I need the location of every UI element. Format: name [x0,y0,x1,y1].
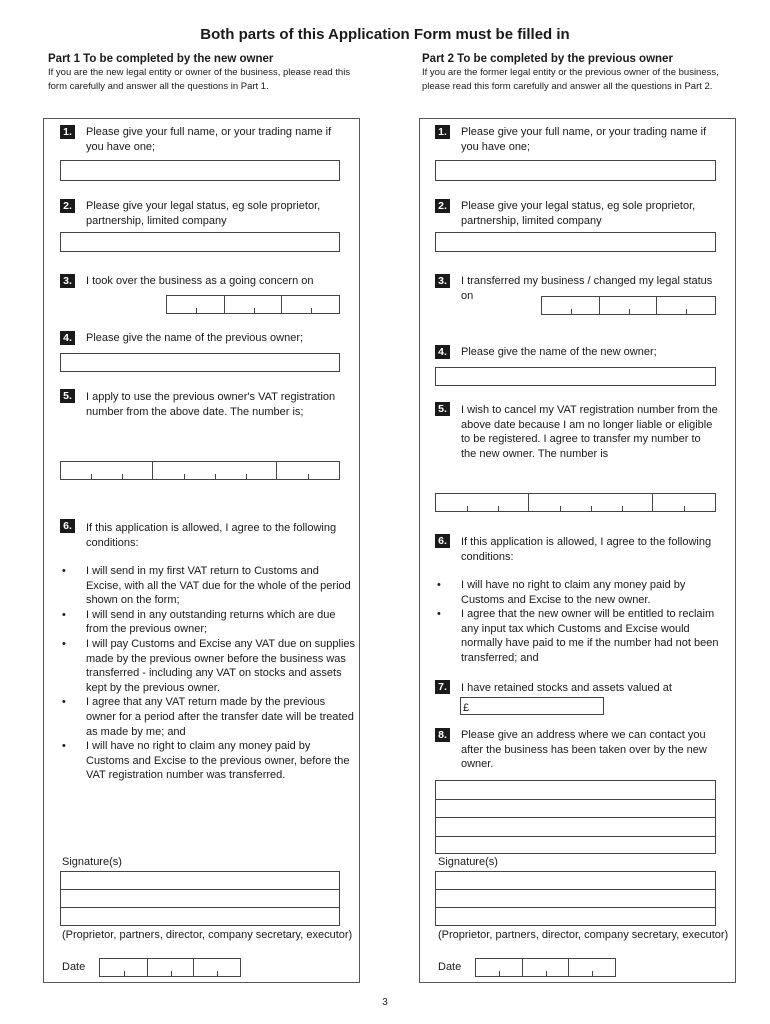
previous-owner-input[interactable] [60,353,340,372]
signature-line[interactable] [436,890,715,908]
part1-conditions-list [60,564,356,783]
q6-text: If this application is allowed, I agree to the following conditions: [461,536,712,563]
new-owner-input[interactable] [435,367,716,386]
q1-text: Please give your full name, or your trading name if you have one; [461,126,707,153]
part1-heading: Part 1 To be completed by the new owner [48,53,274,65]
q5-text: I wish to cancel my VAT registration number from the above date because I am no longer liable or eligible to be registered. I agree to transfer my number to the new owner. The number is [461,404,718,460]
q3-text: I took over the business as a going concern on [86,275,314,287]
part1-intro: If you are the new legal entity or owner of the business, please read this form carefully and answer all the questions in Part 1. [48,67,351,92]
date-field[interactable] [99,958,241,977]
signature-note: (Proprietor, partners, director, company secretary, executor) [62,929,353,941]
vat-number-field[interactable] [60,461,340,480]
q6-number: 6. [435,534,450,548]
q3-number: 3. [435,274,450,288]
legal-status-input[interactable] [435,232,716,252]
address-line[interactable] [436,818,715,837]
q3-number: 3. [60,274,75,288]
signature-line[interactable] [61,908,339,925]
q7-text: I have retained stocks and assets valued at [461,682,672,694]
signature-label: Signature(s) [62,856,122,868]
list-item: • I will send in any outstanding returns which are due from the previous owner; [60,608,356,637]
q1-number: 1. [435,125,450,139]
list-item: • I will pay Customs and Excise any VAT due on supplies made by the previous owner before the business was transferred - including any VAT on stocks and assets kept by the previous owner. [60,637,356,695]
address-line[interactable] [436,800,715,819]
signature-line[interactable] [61,872,339,890]
list-item: • I will send in my first VAT return to Customs and Excise, with all the VAT due for the whole of the period shown on the form; [60,564,356,608]
signature-line[interactable] [436,908,715,925]
page-number: 3 [382,997,388,1008]
legal-status-input[interactable] [60,232,340,252]
q4-number: 4. [60,331,75,345]
transfer-date-field[interactable] [541,296,716,315]
signature-note: (Proprietor, partners, director, company secretary, executor) [438,929,729,941]
q8-text: Please give an address where we can contact you after the business has been taken over by the new owner. [461,729,707,770]
q5-text: I apply to use the previous owner's VAT registration number from the above date. The number is; [86,391,336,418]
list-item: • I will have no right to claim any money paid by Customs and Excise to the new owner. [435,578,731,607]
q6-number: 6. [60,519,75,533]
contact-address-field[interactable] [435,780,716,854]
part2-conditions-list [435,578,731,666]
q6-text: If this application is allowed, I agree to the following conditions: [86,522,337,549]
q4-number: 4. [435,345,450,359]
q1-text: Please give your full name, or your trading name if you have one; [86,126,332,153]
vat-number-field[interactable] [435,493,716,512]
q4-text: Please give the name of the new owner; [461,346,657,358]
signature-field[interactable] [435,871,716,926]
list-item: • I agree that any VAT return made by the previous owner for a period after the transfer date will be treated as made by me; and [60,695,356,739]
date-field[interactable] [475,958,616,977]
q2-text: Please give your legal status, eg sole proprietor, partnership, limited company [461,200,696,227]
signature-line[interactable] [436,872,715,890]
q2-number: 2. [435,199,450,213]
part2-intro: If you are the former legal entity or the previous owner of the business, please read this form carefully and answer all the questions in Part 2. [422,67,719,92]
currency-symbol: £ [463,702,470,714]
full-name-input[interactable] [435,160,716,181]
signature-label: Signature(s) [438,856,498,868]
takeover-date-field[interactable] [166,295,340,314]
page-title: Both parts of this Application Form must be filled in [200,26,570,43]
q7-number: 7. [435,680,450,694]
q2-number: 2. [60,199,75,213]
list-item: • I agree that the new owner will be entitled to reclaim any input tax which Customs and Excise would normally have paid to me if the number had not been transferred; and [435,607,731,665]
q4-text: Please give the name of the previous owner; [86,332,304,344]
date-label: Date [438,961,462,973]
q5-number: 5. [435,402,450,416]
list-item: • I will have no right to claim any money paid by Customs and Excise to the previous owner, before the VAT registration number was transferred. [60,739,356,783]
signature-line[interactable] [61,890,339,908]
date-label: Date [62,961,86,973]
signature-field[interactable] [60,871,340,926]
full-name-input[interactable] [60,160,340,181]
stock-value-input[interactable] [460,697,604,715]
q1-number: 1. [60,125,75,139]
q2-text: Please give your legal status, eg sole proprietor, partnership, limited company [86,200,321,227]
address-line[interactable] [436,837,715,855]
q5-number: 5. [60,389,75,403]
q3-text: I transferred my business / changed my legal status on [461,275,713,302]
q8-number: 8. [435,728,450,742]
part2-heading: Part 2 To be completed by the previous owner [422,53,673,65]
address-line[interactable] [436,781,715,800]
